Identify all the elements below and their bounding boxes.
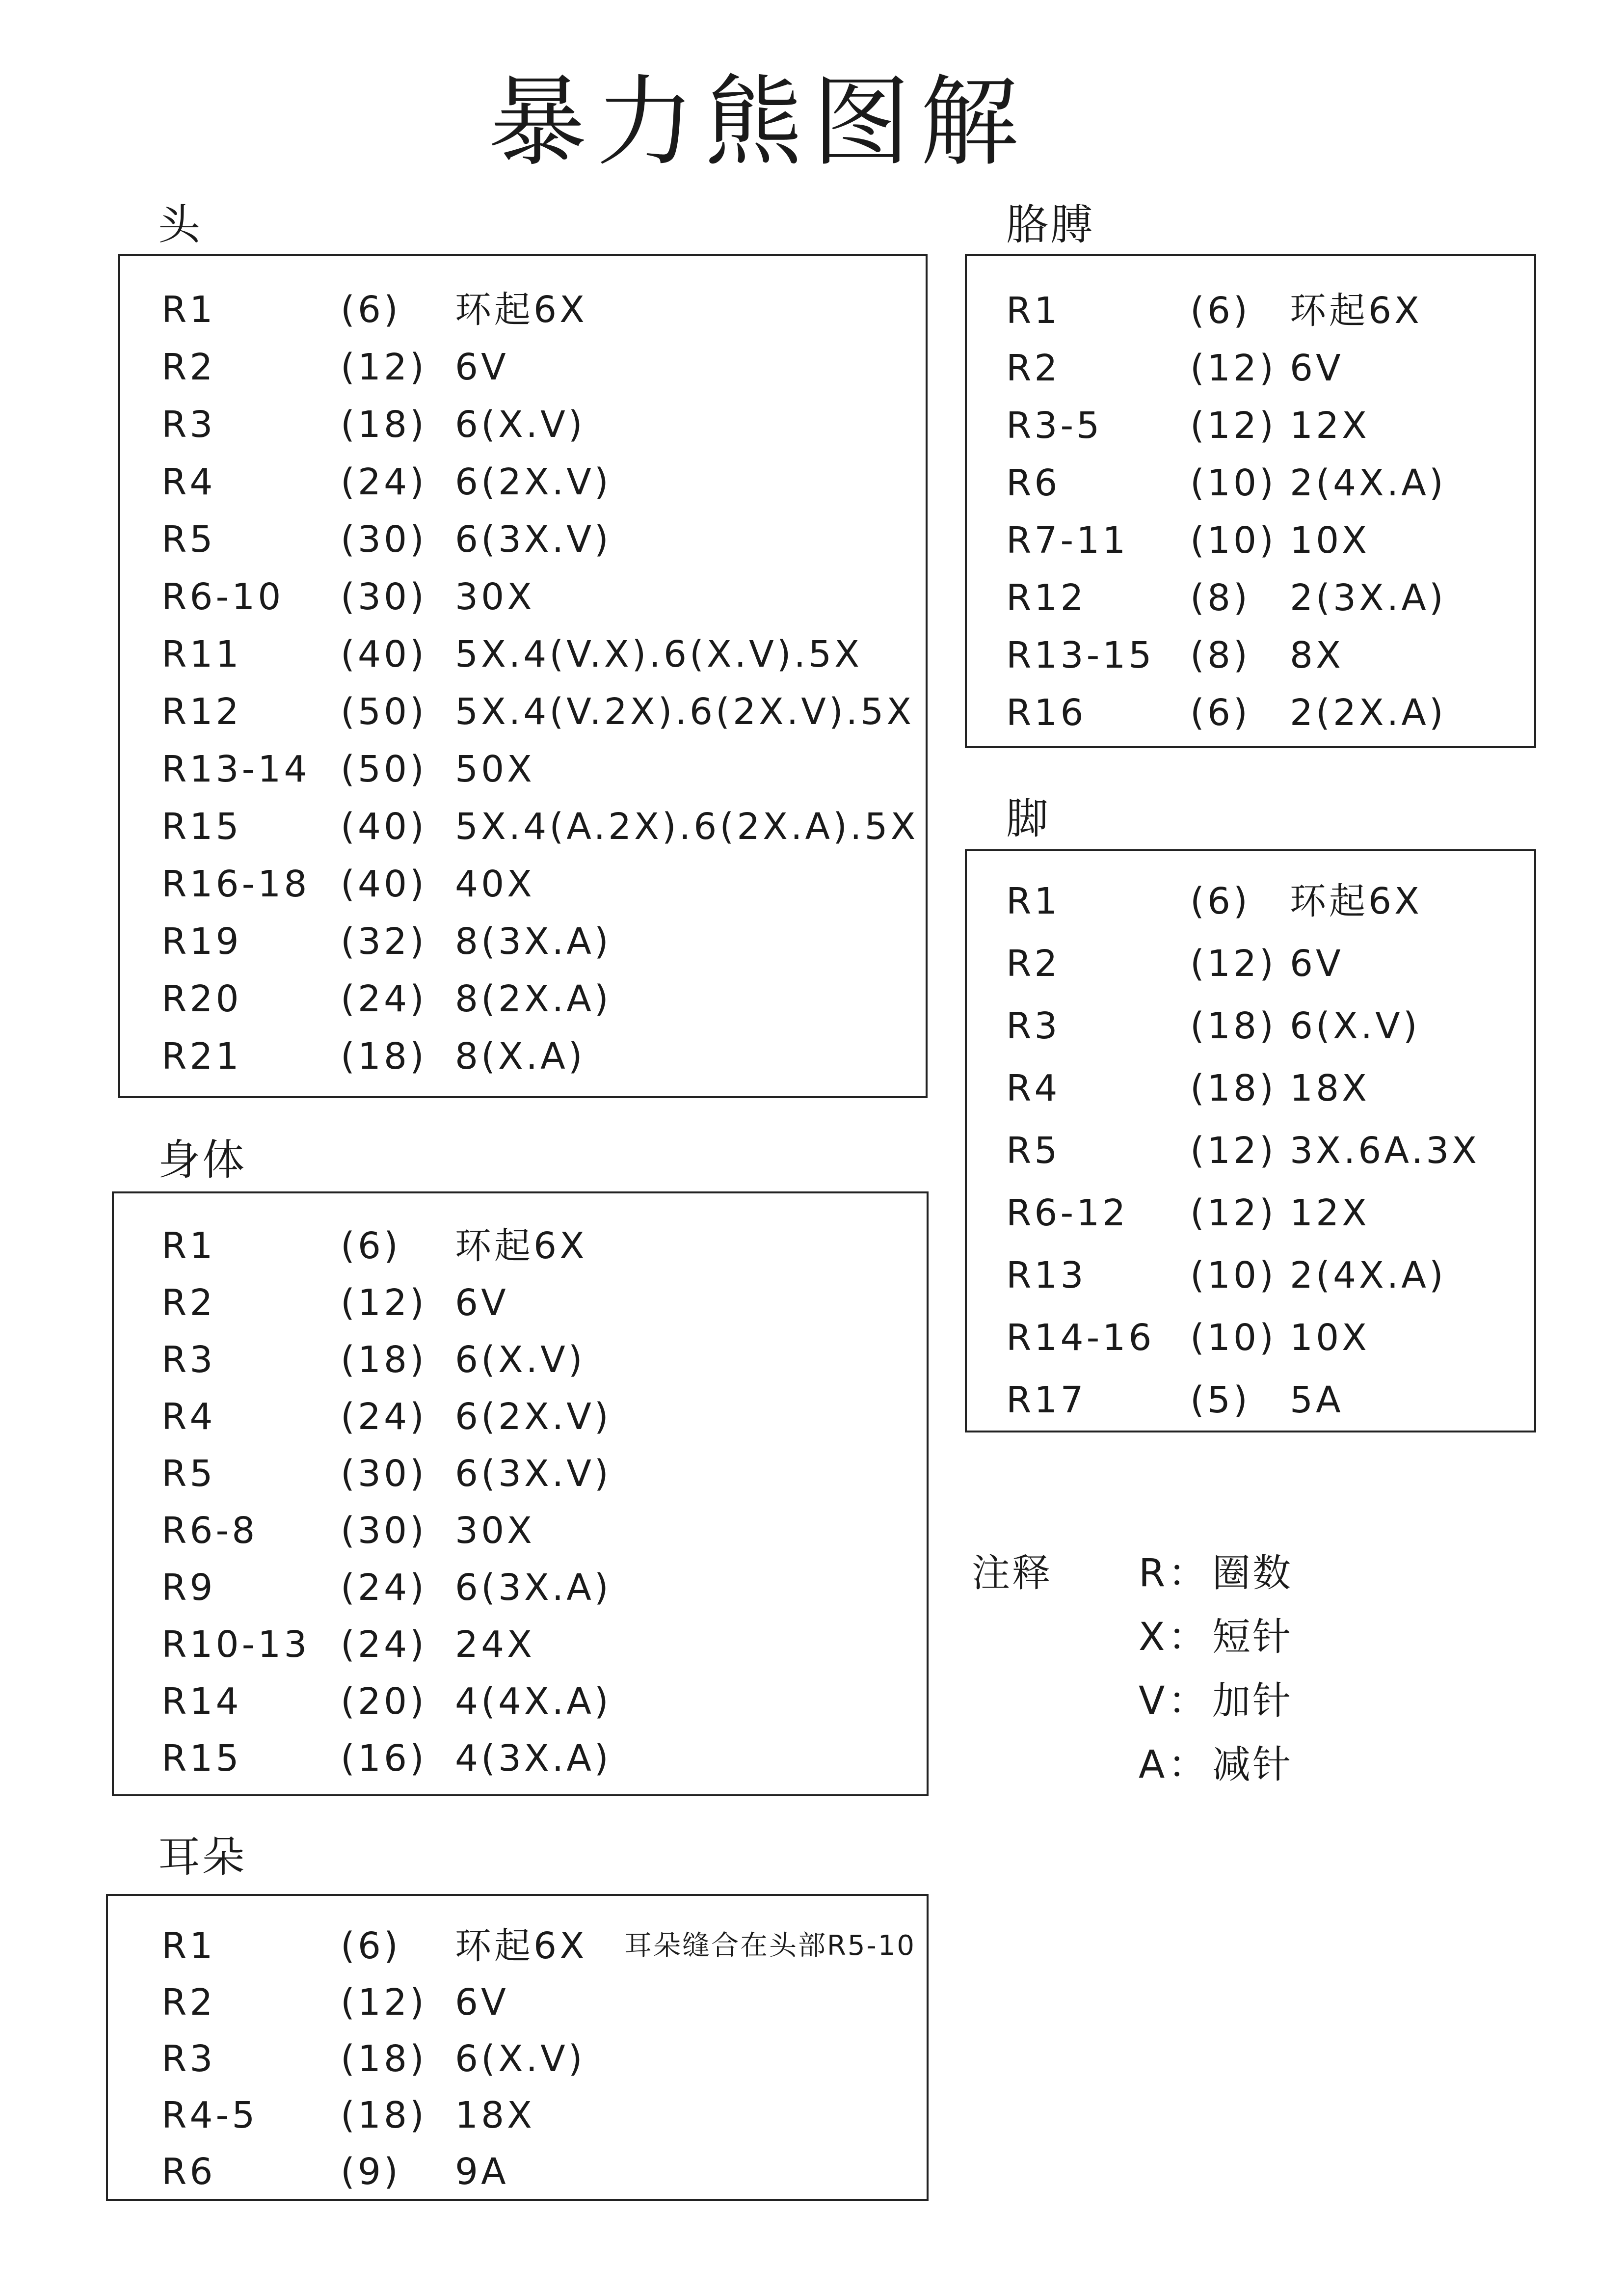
arms-row <box>967 573 1534 622</box>
stitch-count: (32) <box>341 920 427 963</box>
feet-row <box>967 1001 1534 1051</box>
round-label: R4 <box>161 461 216 503</box>
stitch-count: (10) <box>1190 462 1277 504</box>
round-label: R17 <box>1006 1379 1087 1421</box>
body-row <box>114 1506 927 1555</box>
stitch-count: (9) <box>341 2151 401 2193</box>
legend-description: 加针 <box>1212 1679 1293 1723</box>
body-pattern-box <box>112 1191 929 1796</box>
ears-row <box>108 2091 927 2140</box>
stitch-instruction: 6(2X.V) <box>455 461 612 503</box>
stitch-count: (10) <box>1190 519 1277 562</box>
feet-row <box>967 1126 1534 1175</box>
round-label: R13 <box>1006 1254 1087 1297</box>
stitch-instruction: 3X.6A.3X <box>1290 1130 1480 1172</box>
stitch-instruction: 6(3X.V) <box>455 1453 612 1495</box>
stitch-count: (24) <box>341 461 427 503</box>
body-row <box>114 1221 927 1270</box>
stitch-count: (40) <box>341 806 427 848</box>
round-label: R1 <box>1006 880 1061 922</box>
stitch-instruction: 12X <box>1290 1192 1370 1234</box>
ears-row <box>108 1921 927 1971</box>
stitch-instruction: 2(2X.A) <box>1290 692 1446 734</box>
stitch-count: (18) <box>341 2038 427 2080</box>
stitch-count: (24) <box>341 1396 427 1438</box>
feet-row <box>967 939 1534 988</box>
stitch-count: (12) <box>1190 347 1277 389</box>
stitch-count: (6) <box>341 1925 401 1967</box>
round-label: R12 <box>1006 577 1087 619</box>
stitch-count: (30) <box>341 518 427 561</box>
body-row <box>114 1449 927 1498</box>
head-row <box>120 572 926 621</box>
legend-title: 注释 <box>972 1551 1053 1595</box>
stitch-instruction: 8(X.A) <box>455 1035 585 1078</box>
round-label: R3 <box>161 404 216 446</box>
round-label: R3 <box>161 2038 216 2080</box>
round-label: R6 <box>161 2151 216 2193</box>
stitch-instruction: 6(X.V) <box>455 404 585 446</box>
legend-description: 圈数 <box>1212 1551 1293 1595</box>
round-label: R3 <box>161 1339 216 1381</box>
round-label: R3-5 <box>1006 405 1103 447</box>
arms-row <box>967 688 1534 737</box>
stitch-count: (12) <box>341 346 427 388</box>
body-row <box>114 1335 927 1384</box>
round-label: R16-18 <box>161 863 310 905</box>
stitch-count: (30) <box>341 1453 427 1495</box>
feet-row <box>967 1064 1534 1113</box>
head-row <box>120 917 926 966</box>
round-label: R15 <box>161 1737 242 1780</box>
stitch-instruction: 2(4X.A) <box>1290 462 1446 504</box>
stitch-instruction: 环起6X <box>455 1925 587 1967</box>
round-label: R2 <box>1006 347 1061 389</box>
arms-row <box>967 286 1534 335</box>
stitch-count: (24) <box>341 1567 427 1609</box>
stitch-instruction: 环起6X <box>1290 880 1422 922</box>
page-title: 暴力熊图解 <box>488 65 1028 180</box>
body-row <box>114 1392 927 1441</box>
feet-row <box>967 1189 1534 1238</box>
ears-row <box>108 2034 927 2083</box>
round-label: R13-15 <box>1006 634 1155 676</box>
stitch-instruction: 6(3X.V) <box>455 518 612 561</box>
legend-separator: ： <box>1168 1551 1209 1595</box>
stitch-count: (18) <box>1190 1005 1277 1047</box>
arms-row <box>967 459 1534 508</box>
stitch-instruction: 10X <box>1290 519 1370 562</box>
round-label: R1 <box>161 1225 216 1267</box>
legend-symbol: A <box>1139 1743 1167 1787</box>
stitch-count: (10) <box>1190 1254 1277 1297</box>
round-label: R14 <box>161 1680 242 1723</box>
stitch-count: (18) <box>1190 1067 1277 1109</box>
feet-row <box>967 1251 1534 1300</box>
ears-sewing-note: 耳朵缝合在头部R5-10 <box>624 1930 916 1962</box>
section-title-feet: 脚 <box>1006 794 1050 843</box>
stitch-count: (8) <box>1190 634 1251 676</box>
head-row <box>120 343 926 392</box>
stitch-instruction: 5X.4(A.2X).6(2X.A).5X <box>455 806 919 848</box>
head-row <box>120 687 926 736</box>
stitch-instruction: 6(X.V) <box>1290 1005 1420 1047</box>
body-row <box>114 1620 927 1669</box>
stitch-count: (30) <box>341 576 427 618</box>
stitch-instruction: 6V <box>1290 943 1344 985</box>
feet-pattern-box <box>965 849 1536 1432</box>
stitch-count: (5) <box>1190 1379 1251 1421</box>
section-title-ears: 耳朵 <box>158 1833 246 1882</box>
round-label: R6-8 <box>161 1510 258 1552</box>
stitch-count: (16) <box>341 1737 427 1780</box>
legend-separator: ： <box>1168 1743 1209 1787</box>
section-title-body: 身体 <box>158 1135 246 1185</box>
arms-row <box>967 401 1534 450</box>
legend-description: 短针 <box>1212 1615 1293 1659</box>
stitch-instruction: 10X <box>1290 1317 1370 1359</box>
stitch-count: (6) <box>341 1225 401 1267</box>
stitch-instruction: 4(3X.A) <box>455 1737 612 1780</box>
stitch-count: (24) <box>341 978 427 1020</box>
round-label: R21 <box>161 1035 242 1078</box>
stitch-count: (40) <box>341 633 427 675</box>
stitch-instruction: 5X.4(V.X).6(X.V).5X <box>455 633 862 675</box>
stitch-instruction: 6V <box>455 346 509 388</box>
stitch-instruction: 环起6X <box>455 1225 587 1267</box>
stitch-instruction: 5X.4(V.2X).6(2X.V).5X <box>455 691 915 733</box>
stitch-count: (8) <box>1190 577 1251 619</box>
stitch-instruction: 50X <box>455 748 535 790</box>
round-label: R1 <box>161 289 216 331</box>
stitch-instruction: 6V <box>455 1981 509 2024</box>
stitch-count: (18) <box>341 404 427 446</box>
round-label: R19 <box>161 920 242 963</box>
stitch-instruction: 40X <box>455 863 535 905</box>
stitch-instruction: 8(2X.A) <box>455 978 612 1020</box>
stitch-count: (6) <box>1190 880 1251 922</box>
ears-pattern-box <box>106 1894 929 2201</box>
feet-row <box>967 877 1534 926</box>
stitch-instruction: 12X <box>1290 405 1370 447</box>
head-row <box>120 285 926 334</box>
stitch-instruction: 6(3X.A) <box>455 1567 612 1609</box>
stitch-instruction: 18X <box>455 2094 535 2136</box>
body-row <box>114 1734 927 1783</box>
legend <box>972 1546 1413 1802</box>
round-label: R6 <box>1006 462 1061 504</box>
legend-separator: ： <box>1168 1679 1209 1723</box>
round-label: R2 <box>1006 943 1061 985</box>
stitch-count: (12) <box>1190 1192 1277 1234</box>
head-row <box>120 1032 926 1081</box>
stitch-instruction: 9A <box>455 2151 509 2193</box>
head-row <box>120 630 926 679</box>
stitch-instruction: 30X <box>455 576 535 618</box>
stitch-count: (10) <box>1190 1317 1277 1359</box>
stitch-instruction: 6(X.V) <box>455 2038 585 2080</box>
round-label: R4 <box>161 1396 216 1438</box>
round-label: R6-10 <box>161 576 284 618</box>
ears-row <box>108 2147 927 2196</box>
stitch-instruction: 环起6X <box>455 289 587 331</box>
legend-symbol: X <box>1139 1615 1167 1659</box>
stitch-instruction: 6V <box>455 1282 509 1324</box>
stitch-count: (12) <box>1190 405 1277 447</box>
stitch-count: (12) <box>341 1282 427 1324</box>
round-label: R1 <box>161 1925 216 1967</box>
round-label: R3 <box>1006 1005 1061 1047</box>
arms-row <box>967 516 1534 565</box>
stitch-count: (30) <box>341 1510 427 1552</box>
round-label: R20 <box>161 978 242 1020</box>
round-label: R13-14 <box>161 748 310 790</box>
round-label: R9 <box>161 1567 216 1609</box>
head-pattern-box <box>118 254 928 1098</box>
stitch-count: (12) <box>341 1981 427 2024</box>
stitch-count: (18) <box>341 2094 427 2136</box>
section-title-arms: 胳膊 <box>1006 200 1094 249</box>
stitch-instruction: 2(3X.A) <box>1290 577 1446 619</box>
head-row <box>120 860 926 909</box>
legend-symbol: V <box>1139 1679 1167 1723</box>
stitch-instruction: 8(3X.A) <box>455 920 612 963</box>
body-row <box>114 1677 927 1726</box>
round-label: R16 <box>1006 692 1087 734</box>
stitch-count: (18) <box>341 1035 427 1078</box>
head-row <box>120 458 926 507</box>
arms-row <box>967 344 1534 393</box>
legend-description: 减针 <box>1212 1743 1293 1787</box>
arms-pattern-box <box>965 254 1536 748</box>
arms-row <box>967 631 1534 680</box>
stitch-count: (6) <box>1190 290 1251 332</box>
round-label: R14-16 <box>1006 1317 1155 1359</box>
head-row <box>120 400 926 449</box>
legend-items <box>1139 1546 1413 1802</box>
head-row <box>120 745 926 794</box>
round-label: R4 <box>1006 1067 1061 1109</box>
round-label: R5 <box>161 518 216 561</box>
round-label: R2 <box>161 346 216 388</box>
feet-row <box>967 1313 1534 1362</box>
stitch-count: (50) <box>341 748 427 790</box>
round-label: R12 <box>161 691 242 733</box>
stitch-instruction: 24X <box>455 1623 535 1666</box>
round-label: R7-11 <box>1006 519 1129 562</box>
legend-separator: ： <box>1168 1615 1209 1659</box>
round-label: R15 <box>161 806 242 848</box>
stitch-count: (12) <box>1190 943 1277 985</box>
stitch-instruction: 30X <box>455 1510 535 1552</box>
legend-symbol: R <box>1139 1551 1168 1595</box>
stitch-instruction: 18X <box>1290 1067 1370 1109</box>
body-row <box>114 1563 927 1612</box>
round-label: R5 <box>161 1453 216 1495</box>
round-label: R11 <box>161 633 242 675</box>
stitch-count: (20) <box>341 1680 427 1723</box>
stitch-count: (18) <box>341 1339 427 1381</box>
stitch-count: (40) <box>341 863 427 905</box>
round-label: R6-12 <box>1006 1192 1129 1234</box>
stitch-instruction: 2(4X.A) <box>1290 1254 1446 1297</box>
ears-row <box>108 1978 927 2027</box>
round-label: R5 <box>1006 1130 1061 1172</box>
head-row <box>120 802 926 851</box>
head-row <box>120 974 926 1024</box>
round-label: R1 <box>1006 290 1061 332</box>
stitch-count: (24) <box>341 1623 427 1666</box>
round-label: R4-5 <box>161 2094 258 2136</box>
stitch-count: (6) <box>341 289 401 331</box>
feet-row <box>967 1376 1534 1425</box>
stitch-instruction: 8X <box>1290 634 1344 676</box>
stitch-count: (6) <box>1190 692 1251 734</box>
stitch-instruction: 6(2X.V) <box>455 1396 612 1438</box>
stitch-instruction: 6(X.V) <box>455 1339 585 1381</box>
round-label: R10-13 <box>161 1623 310 1666</box>
round-label: R2 <box>161 1282 216 1324</box>
round-label: R2 <box>161 1981 216 2024</box>
section-title-head: 头 <box>158 200 202 249</box>
stitch-instruction: 4(4X.A) <box>455 1680 612 1723</box>
stitch-instruction: 环起6X <box>1290 290 1422 332</box>
stitch-count: (50) <box>341 691 427 733</box>
head-row <box>120 515 926 564</box>
body-row <box>114 1278 927 1327</box>
stitch-instruction: 5A <box>1290 1379 1344 1421</box>
stitch-instruction: 6V <box>1290 347 1344 389</box>
stitch-count: (12) <box>1190 1130 1277 1172</box>
